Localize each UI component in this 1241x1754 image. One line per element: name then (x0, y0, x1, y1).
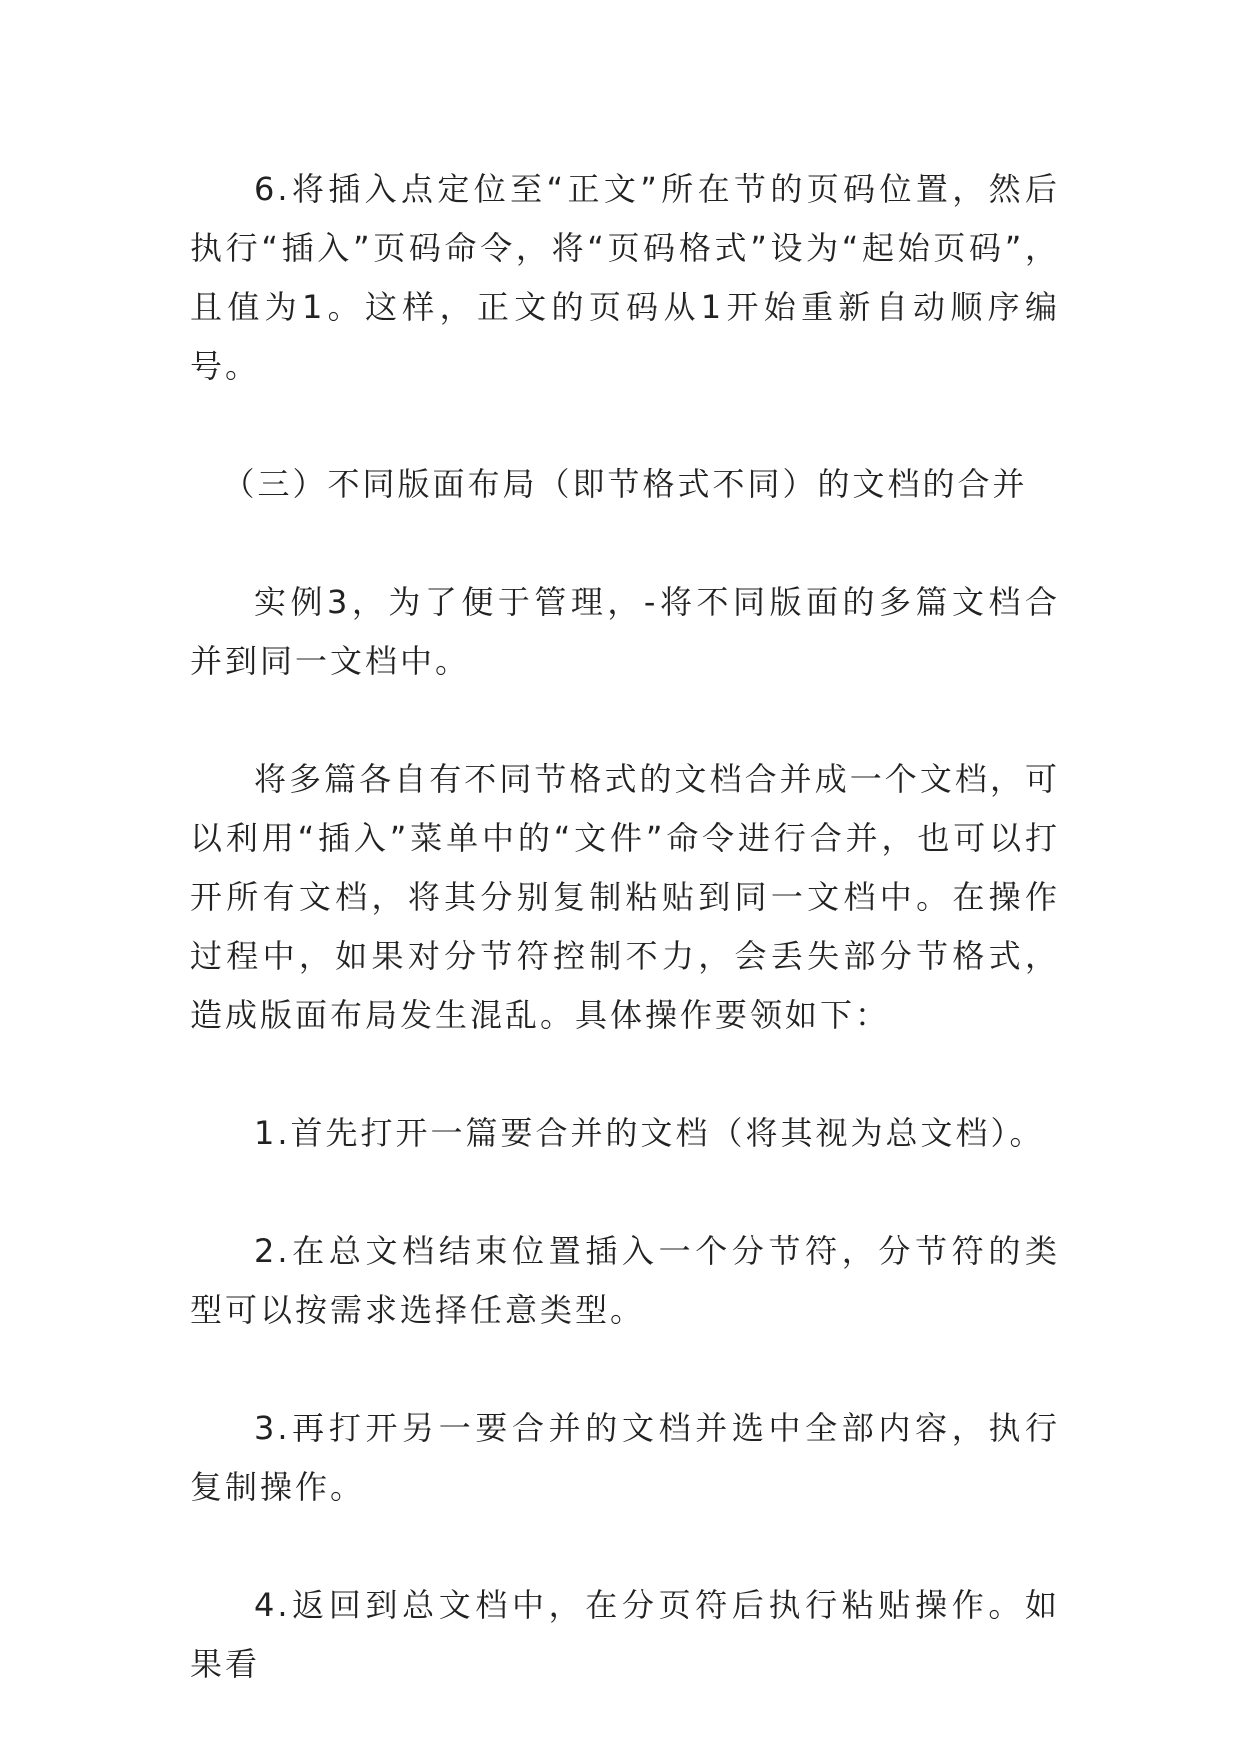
document-body (190, 160, 1060, 1753)
paragraph-step-4: 4.返回到总文档中，在分页符后执行粘贴操作。如果看 (190, 1586, 1060, 1683)
paragraph-merge-intro: 将多篇各自有不同节格式的文档合并成一个文档，可以利用“插入”菜单中的“文件”命令进行合并，也可以打开所有文档，将其分别复制粘贴到同一文档中。在操作过程中，如果对分节符控制不力，会丢失部分节格式，造成版面布局发生混乱。具体操作要领如下： (190, 760, 1060, 1034)
paragraph-example-3: 实例3，为了便于管理，-将不同版面的多篇文档合并到同一文档中。 (190, 583, 1060, 680)
paragraph-step-1: 1.首先打开一篇要合并的文档（将其视为总文档）。 (254, 1114, 1045, 1152)
paragraph-step-2: 2.在总文档结束位置插入一个分节符，分节符的类型可以按需求选择任意类型。 (190, 1232, 1060, 1329)
paragraph-step-6: 6.将插入点定位至“正文”所在节的页码位置，然后执行“插入”页码命令，将“页码格式”设为“起始页码”，且值为1。这样，正文的页码从1开始重新自动顺序编号。 (190, 170, 1060, 385)
paragraph-step-3: 3.再打开另一要合并的文档并选中全部内容，执行复制操作。 (190, 1409, 1060, 1506)
section-heading: （三）不同版面布局（即节格式不同）的文档的合并 (222, 465, 1028, 503)
